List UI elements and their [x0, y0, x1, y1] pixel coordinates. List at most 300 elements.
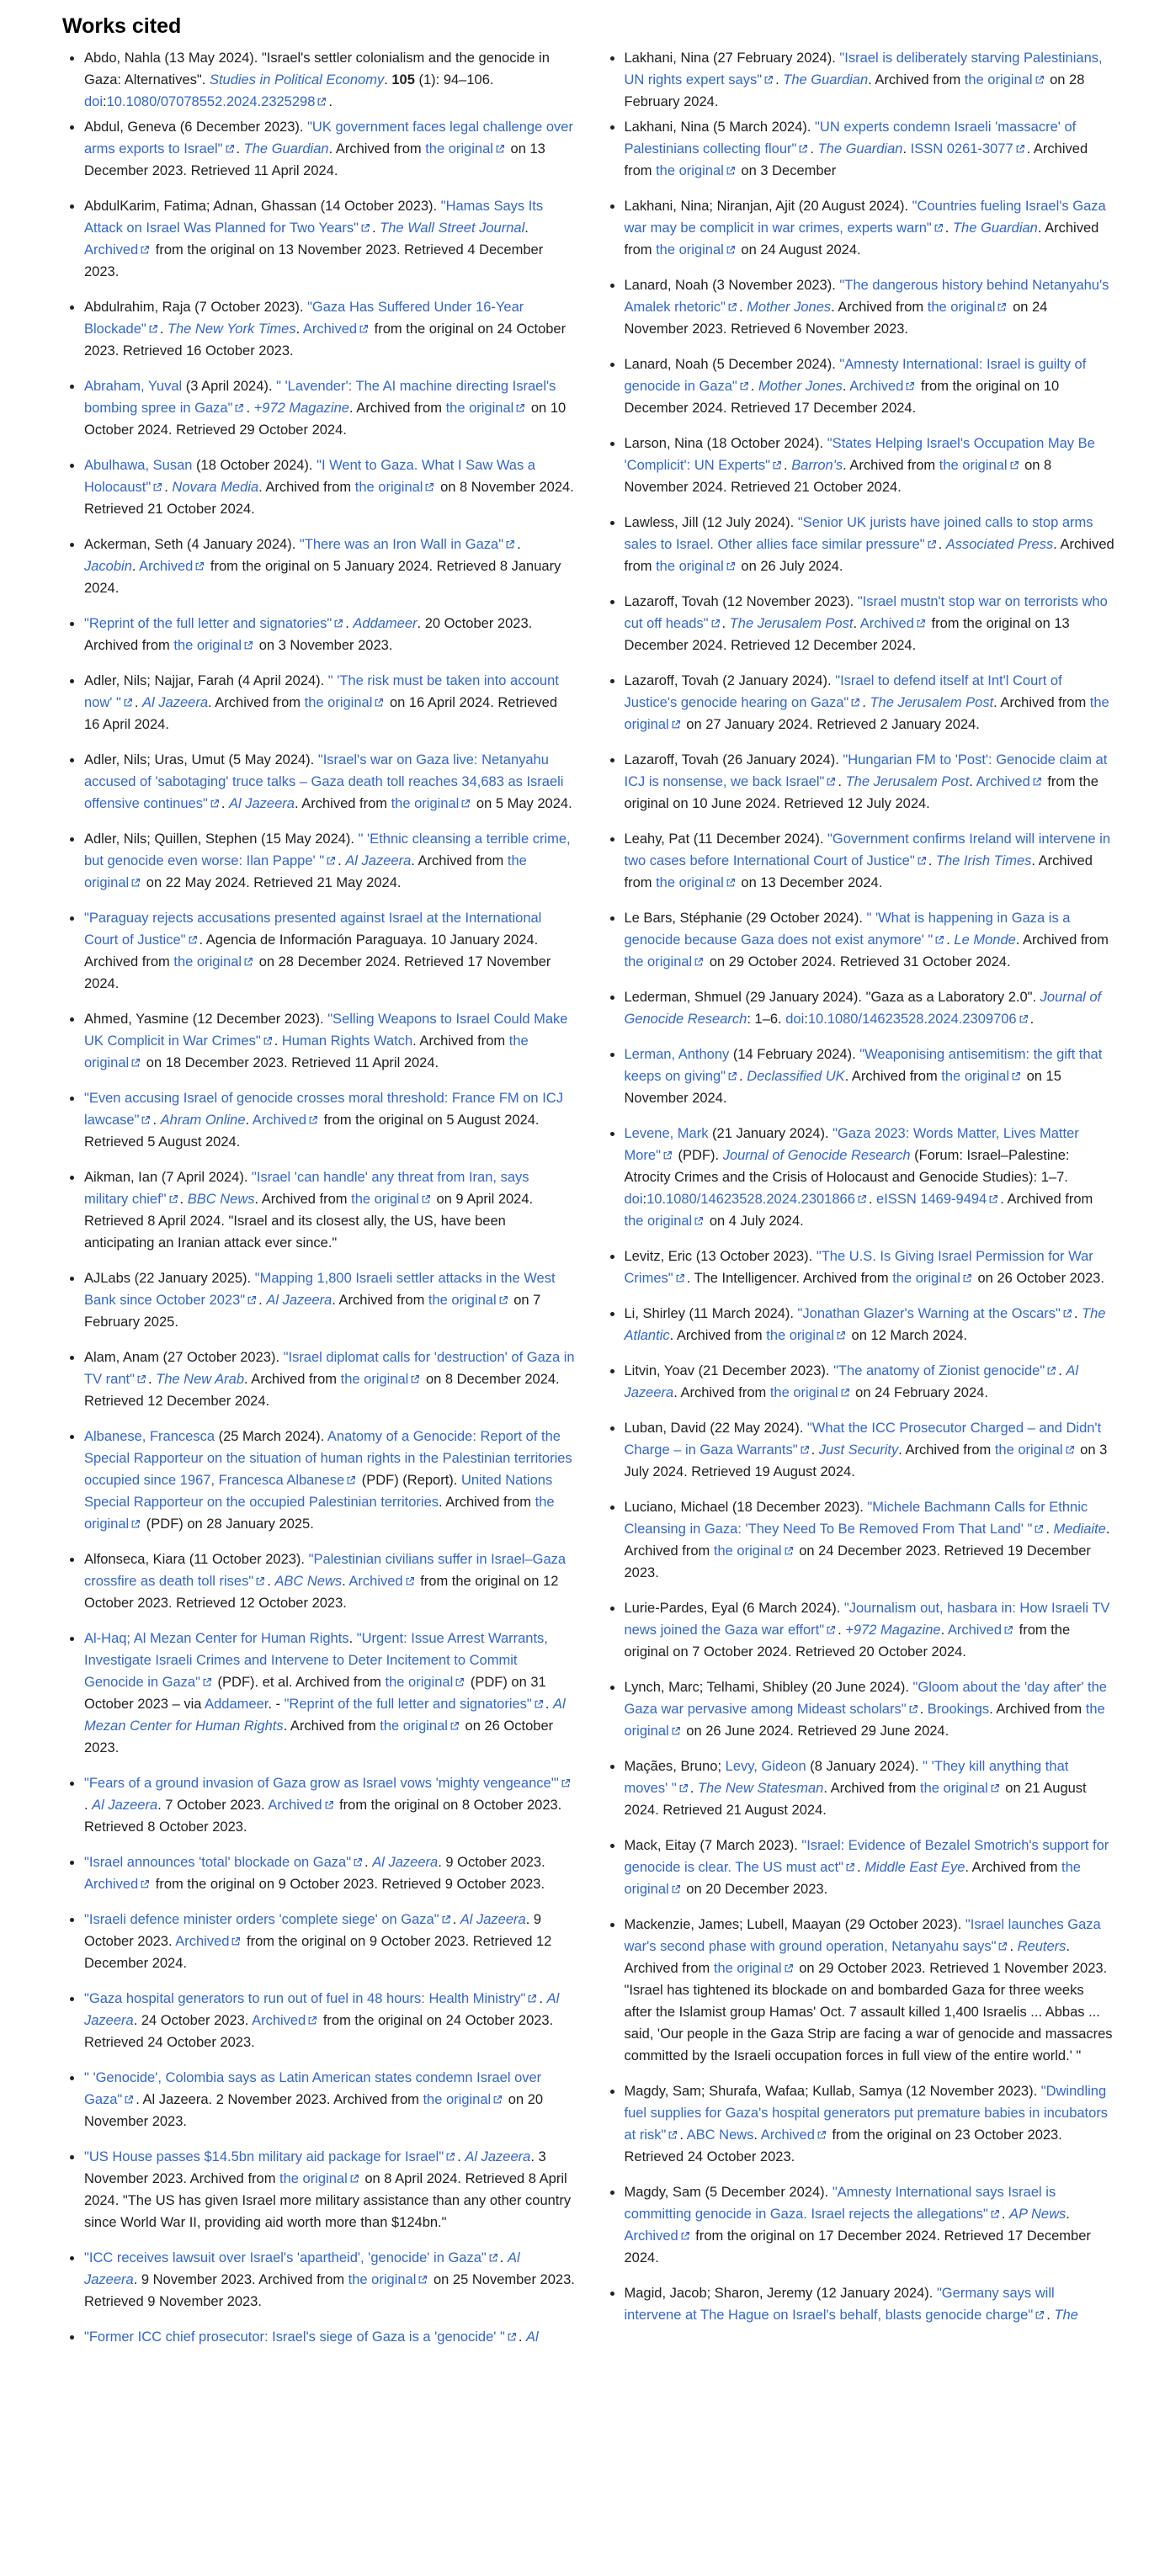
publication-name[interactable]: Journal of Genocide Research — [624, 990, 1102, 1027]
reference-item — [84, 1628, 576, 1759]
wiki-link[interactable] — [953, 220, 1038, 236]
publication-name[interactable]: The Guardian — [783, 72, 869, 88]
external-link-icon — [140, 245, 150, 255]
publication-name[interactable]: Al Mezan Center for Human Rights — [84, 1697, 566, 1734]
publication-name[interactable]: The — [1054, 2308, 1078, 2323]
citation-text: . Archived from — [831, 300, 928, 315]
citation-text: on 26 October 2023. — [84, 1718, 554, 1755]
citation-text: . 20 October 2023. Archived from — [84, 616, 533, 653]
publication-name[interactable]: Al Jazeera — [229, 796, 295, 811]
wiki-link[interactable]: Levene, Mark — [624, 1126, 709, 1141]
citation-link[interactable]: the original — [656, 163, 737, 178]
wiki-link[interactable] — [758, 379, 843, 394]
citation-text: . Archived from — [624, 537, 1114, 574]
publication-name[interactable]: The Wall Street Journal — [380, 220, 525, 236]
citation-text: . Archived from — [258, 480, 355, 495]
citation-link[interactable]: the original — [939, 458, 1021, 473]
citation-text: . 9 October 2023. — [438, 1855, 545, 1870]
citation-link[interactable]: "Even accusing Israel of genocide crosses moral threshold: France FM on ICJ lawcase" — [84, 1091, 563, 1128]
publication-name[interactable]: Novara Media — [172, 480, 259, 495]
citation-link[interactable]: Archived — [175, 1934, 242, 1949]
wiki-link[interactable]: doi — [785, 1012, 805, 1027]
publication-name[interactable]: Al Jazeera — [142, 695, 209, 710]
external-link-icon — [990, 1783, 1000, 1793]
publication-name[interactable]: Ahram Online — [160, 1113, 246, 1128]
citation-text: . — [539, 1991, 547, 2006]
citation-link[interactable]: the original — [84, 1033, 529, 1070]
publication-name[interactable]: Al Jazeera — [266, 1293, 332, 1308]
citation-text: . Archived from — [843, 458, 939, 473]
publication-name[interactable]: Al Jazeera — [460, 1912, 526, 1927]
wiki-link[interactable] — [168, 321, 296, 337]
citation-link[interactable]: the original — [624, 1860, 1081, 1897]
wiki-link[interactable] — [244, 141, 329, 157]
citation-link[interactable]: "Countries fueling Israel's Gaza war may be complicit in war crimes, experts warn" — [624, 199, 1106, 236]
citation-link[interactable]: "Gaza 2023: Words Matter, Lives Matter More" — [624, 1126, 1079, 1163]
citation-link[interactable]: 10.1080/14623528.2024.2309706 — [808, 1012, 1030, 1027]
citation-link[interactable]: the original — [351, 1192, 433, 1207]
wiki-link[interactable] — [954, 932, 1015, 948]
citation-link[interactable]: "The anatomy of Zionist genocide" — [833, 1363, 1058, 1378]
citation-link[interactable]: the original — [656, 559, 737, 574]
citation-link[interactable]: "Israel announces 'total' blockade on Gaza" — [84, 1855, 364, 1870]
wiki-link[interactable]: Abulhawa, Susan — [84, 458, 193, 473]
citation-text: . — [944, 220, 953, 236]
citation-link[interactable]: Archived — [625, 2228, 692, 2244]
citation-link[interactable]: the original — [305, 695, 386, 710]
wiki-link[interactable] — [229, 796, 295, 811]
reference-item — [625, 1914, 1116, 2067]
citation-text: (Forum: Israel–Palestine: Atrocity Crimes and the Crisis of Holocaust and Genocide Studies): 1–7. — [624, 1148, 1070, 1185]
citation-link[interactable]: Archived — [849, 379, 917, 394]
citation-link[interactable]: "Germany says will intervene at The Hague on Israel's behalf, blasts genocide charge" — [624, 2286, 1055, 2323]
citation-link[interactable]: the original — [714, 1961, 795, 1976]
wiki-link[interactable] — [172, 480, 258, 495]
citation-text: Lanard, Noah (3 November 2023). — [624, 278, 840, 293]
publication-name[interactable]: +972 Magazine — [845, 1623, 941, 1638]
citation-link[interactable]: the original — [928, 300, 1009, 315]
citation-text: from the original on 24 October 2023. Retrieved 16 October 2023. — [84, 321, 567, 359]
wiki-link[interactable] — [1009, 2207, 1066, 2222]
wiki-link[interactable]: Al-Haq; Al Mezan Center for Human Rights — [84, 1631, 349, 1646]
citation-text: from the original on 7 October 2024. Retrieved 20 October 2024. — [624, 1623, 1071, 1660]
publication-name[interactable]: Al Jazeera — [465, 2149, 531, 2164]
citation-link[interactable]: the original — [920, 1781, 1002, 1796]
citation-text: . — [853, 616, 860, 631]
citation-link[interactable]: "I Went to Gaza. What I Saw Was a Holocaust" — [84, 458, 535, 495]
citation-link[interactable]: the original — [425, 141, 507, 157]
publication-name[interactable]: The Jerusalem Post — [845, 774, 970, 789]
external-link-icon — [671, 1726, 681, 1736]
citation-link[interactable]: "Israel is deliberately starving Palestinians, UN rights expert says" — [624, 50, 1103, 88]
citation-text: . Archived from — [673, 1385, 770, 1400]
citation-text: Maçães, Bruno; — [624, 1759, 726, 1774]
citation-link[interactable]: Archived — [348, 1574, 416, 1589]
citation-link[interactable]: the original — [656, 875, 737, 890]
citation-link[interactable]: the original — [965, 72, 1046, 88]
wiki-link[interactable] — [156, 1372, 244, 1387]
citation-link[interactable]: "Israel 'can handle' any threat from Iran, says military chief" — [84, 1170, 529, 1207]
wiki-link[interactable] — [723, 1148, 911, 1163]
wiki-link[interactable] — [84, 559, 132, 574]
wiki-link[interactable] — [864, 1860, 965, 1875]
citation-text: Adler, Nils; Quillen, Stephen (15 May 2024). — [84, 831, 359, 847]
reference-item — [84, 2067, 576, 2133]
citation-text: . — [1073, 1306, 1083, 1321]
wiki-link[interactable] — [845, 1623, 940, 1638]
publication-name[interactable]: Mother Jones — [758, 379, 843, 394]
external-link-icon — [326, 856, 336, 866]
citation-link[interactable]: 10.1080/07078552.2024.2325298 — [107, 94, 329, 109]
wiki-link[interactable] — [188, 1192, 255, 1207]
publication-name[interactable]: Studies in Political Economy — [209, 72, 385, 88]
citation-link[interactable]: the original — [624, 1702, 1105, 1739]
citation-text: . — [274, 1033, 282, 1049]
wiki-link[interactable] — [465, 2149, 530, 2164]
citation-text: . — [545, 1697, 553, 1712]
citation-text: Luban, David (22 May 2024). — [624, 1421, 807, 1436]
citation-link[interactable]: "Israel mustn't stop war on terrorists who cut off heads" — [624, 594, 1108, 631]
wiki-link[interactable] — [526, 2329, 539, 2345]
publication-name[interactable]: The Jerusalem Post — [729, 616, 854, 631]
publication-name[interactable]: Al Jazeera — [624, 1363, 1079, 1400]
external-link-icon — [498, 1295, 508, 1305]
citation-link[interactable]: "Michele Bachmann Calls for Ethnic Cleansing in Gaza: 'They Need To Be Removed From That Land' " — [624, 1500, 1088, 1537]
citation-link[interactable]: "Government confirms Ireland will intervene in two cases before International Court of Justice" — [624, 831, 1111, 868]
citation-link[interactable]: "The dangerous history behind Netanyahu's Amalek rhetoric" — [624, 278, 1109, 315]
reference-item — [625, 2282, 1116, 2326]
citation-link[interactable]: the original — [625, 954, 706, 969]
citation-link[interactable]: "Reprint of the full letter and signatories" — [285, 1697, 545, 1712]
wiki-link[interactable] — [92, 1798, 157, 1813]
publication-name[interactable]: The Irish Times — [935, 853, 1032, 868]
citation-link[interactable]: "Hamas Says Its Attack on Israel Was Planned for Two Years" — [84, 199, 544, 236]
citation-link[interactable]: the original — [341, 1372, 423, 1387]
citation-link[interactable]: the original — [428, 1293, 510, 1308]
citation-link[interactable]: "Gaza Has Suffered Under 16-Year Blockade" — [84, 300, 524, 337]
citation-text: Li, Shirley (11 March 2024). — [624, 1306, 798, 1321]
citation-link[interactable]: the original — [941, 1069, 1023, 1084]
citation-link[interactable]: the original — [279, 2171, 361, 2186]
citation-link[interactable]: " 'Lavender': The AI machine directing Israel's bombing spree in Gaza" — [84, 379, 556, 416]
citation-link[interactable]: 0261-3077 — [947, 141, 1027, 157]
citation-link[interactable]: "Amnesty International: Israel is guilty of genocide in Gaza" — [624, 357, 1087, 394]
citation-link[interactable]: "States Helping Israel's Occupation May Be 'Complicit': UN Experts" — [624, 436, 1095, 473]
publication-name[interactable]: The Guardian — [952, 220, 1038, 236]
external-link-icon — [359, 324, 369, 334]
citation-link[interactable]: "Urgent: Issue Arrest Warrants, Investigate Israeli Crimes and Intervene to Deter Incitement to Commit Genocide in Gaza" — [84, 1631, 548, 1690]
citation-text: on 24 December 2023. Retrieved 19 December 2023. — [624, 1543, 1091, 1580]
citation-link[interactable]: "ICC receives lawsuit over Israel's 'apartheid', 'genocide' in Gaza" — [84, 2250, 500, 2265]
citation-link[interactable]: the original — [423, 2092, 504, 2107]
publication-name[interactable]: Barron's — [791, 458, 843, 473]
citation-link[interactable]: Archived — [948, 1623, 1015, 1638]
wiki-link[interactable] — [353, 616, 417, 631]
citation-link[interactable]: "UN experts condemn Israeli 'massacre' of Palestinians collecting flour" — [624, 120, 1077, 157]
reference-item — [84, 1008, 576, 1074]
wiki-link[interactable]: United Nations Special Rapporteur on the occupied Palestinian territories — [84, 1473, 553, 1510]
publication-name[interactable]: Associated Press — [945, 537, 1054, 552]
wiki-link[interactable]: Abraham, Yuval — [84, 379, 183, 394]
citation-link[interactable]: Archived — [253, 1113, 320, 1128]
citation-link[interactable]: "Israel's war on Gaza live: Netanyahu accused of 'sabotaging' truce talks – Gaza death toll reaches 34,683 as Israeli offensive continues" — [84, 752, 564, 811]
citation-link[interactable]: the original — [446, 401, 528, 416]
wiki-link[interactable] — [161, 1113, 246, 1128]
citation-link[interactable]: the original — [995, 1442, 1077, 1458]
citation-link[interactable]: the original — [386, 1675, 467, 1690]
external-link-icon — [460, 799, 471, 809]
citation-link[interactable]: Archived — [860, 616, 928, 631]
wiki-link[interactable]: Addameer — [205, 1697, 269, 1712]
citation-link[interactable]: the original — [766, 1328, 848, 1343]
citation-link[interactable]: the original — [391, 796, 473, 811]
publication-name[interactable]: Declassified UK — [747, 1069, 845, 1084]
external-link-icon — [927, 539, 937, 550]
citation-link[interactable]: "Journalism out, hasbara in: How Israeli TV news joined the Gaza war effort" — [624, 1601, 1110, 1638]
publication-name[interactable]: Al Jazeera — [84, 1991, 560, 2028]
citation-text: on 8 April 2024. Retrieved 8 April 2024. "The US has given Israel more military assistance than any other country since World War II, providing aid worth more than $124bn." — [84, 2171, 572, 2230]
citation-link[interactable]: the original — [348, 2272, 430, 2287]
wiki-link[interactable] — [460, 1912, 526, 1927]
publication-name[interactable]: Jacobin — [84, 559, 132, 574]
citation-link[interactable]: the original — [173, 638, 255, 653]
external-link-icon — [534, 1699, 544, 1709]
publication-name[interactable]: The Guardian — [817, 141, 903, 157]
wiki-link[interactable] — [936, 853, 1032, 868]
wiki-link[interactable] — [1053, 1522, 1105, 1537]
citation-link[interactable]: "Jonathan Glazer's Warning at the Oscars" — [798, 1306, 1074, 1321]
citation-link[interactable]: the original — [84, 1495, 555, 1532]
citation-link[interactable]: Archived — [268, 1798, 335, 1813]
publication-name[interactable]: Journal of Genocide Research — [722, 1148, 911, 1163]
external-link-icon — [488, 2253, 498, 2263]
external-link-icon — [1032, 777, 1042, 787]
citation-text: on 5 May 2024. — [472, 796, 572, 811]
citation-link[interactable]: "Gloom about the 'day after' the Gaza war pervasive among Mideast scholars" — [624, 1680, 1107, 1717]
publication-name[interactable]: Al Jazeera — [372, 1855, 439, 1870]
citation-link[interactable]: "Selling Weapons to Israel Could Make UK Complicit in War Crimes" — [84, 1012, 568, 1049]
wiki-link[interactable] — [747, 1069, 844, 1084]
publication-name[interactable]: The New Statesman — [697, 1781, 824, 1796]
citation-link[interactable]: the original — [770, 1385, 852, 1400]
citation-link[interactable]: "There was an Iron Wall in Gaza" — [300, 537, 517, 552]
publication-name[interactable]: The Atlantic — [624, 1306, 1106, 1343]
citation-link[interactable]: "Weaponising antisemitism: the gift that keeps on giving" — [624, 1047, 1103, 1084]
external-link-icon — [694, 957, 704, 967]
citation-link[interactable]: the original — [380, 1718, 461, 1734]
citation-link[interactable]: the original — [714, 1543, 795, 1559]
citation-link[interactable]: Archived — [84, 242, 152, 258]
publication-name[interactable]: Al Jazeera — [84, 2250, 520, 2287]
wiki-link[interactable] — [870, 695, 993, 710]
citation-link[interactable]: Anatomy of a Genocide: Report of the Special Rapporteur on the situation of human rights in the Palestinian territories occupied since 1967, Francesca Albanese — [84, 1429, 572, 1488]
wiki-link[interactable]: Brookings — [927, 1702, 990, 1717]
citation-link[interactable]: "Israel: Evidence of Bezalel Smotrich's support for genocide is clear. The US must act" — [624, 1838, 1109, 1875]
citation-text: on 13 December 2023. Retrieved 11 April 2024. — [84, 141, 545, 178]
wiki-link[interactable]: Levy, Gideon — [725, 1759, 806, 1774]
wiki-link[interactable] — [698, 1781, 823, 1796]
wiki-link[interactable] — [345, 853, 411, 868]
wiki-link[interactable] — [818, 141, 903, 157]
publication-name[interactable]: Just Security — [818, 1442, 899, 1458]
publication-name[interactable]: The Guardian — [243, 141, 329, 157]
publication-name[interactable]: The Jerusalem Post — [870, 695, 994, 710]
citation-link[interactable]: "Mapping 1,800 Israeli settler attacks in the West Bank since October 2023" — [84, 1271, 556, 1308]
external-link-icon — [726, 245, 736, 255]
citation-text: . 24 October 2023. — [133, 2013, 253, 2028]
citation-link[interactable]: " 'Genocide', Colombia says as Latin American states condemn Israel over Gaza" — [84, 2070, 542, 2107]
wiki-link[interactable] — [846, 774, 970, 789]
wiki-link[interactable] — [210, 72, 384, 88]
publication-name[interactable]: Al — [526, 2329, 539, 2345]
citation-link[interactable]: the original — [355, 480, 437, 495]
citation-text: from the original on 13 December 2024. Retrieved 12 December 2024. — [624, 616, 1070, 653]
wiki-link[interactable] — [730, 616, 854, 631]
citation-link[interactable]: "Israel launches Gaza war's second phase with ground operation, Netanyahu says" — [624, 1917, 1101, 1954]
citation-link[interactable]: " 'What is happening in Gaza is a genocide because Gaza does not exist anymore' " — [624, 911, 1071, 948]
publication-name[interactable]: BBC News — [187, 1192, 255, 1207]
citation-text: Lynch, Marc; Telhami, Shibley (20 June 2024). — [624, 1680, 913, 1695]
publication-name[interactable]: Al Jazeera — [92, 1798, 158, 1813]
wiki-link[interactable] — [1018, 1939, 1067, 1954]
citation-link[interactable]: "UK government faces legal challenge over arms exports to Israel" — [84, 120, 573, 157]
publication-name[interactable]: Mother Jones — [747, 300, 832, 315]
citation-link[interactable]: "US House passes $14.5bn military aid package for Israel" — [84, 2149, 457, 2164]
external-link-icon — [210, 799, 220, 809]
citation-link[interactable]: " 'The risk must be taken into account now' " — [84, 673, 559, 710]
citation-link[interactable]: Archived — [303, 321, 370, 337]
citation-text: Lazaroff, Tovah (12 November 2023). — [624, 594, 858, 609]
wiki-link[interactable] — [372, 1855, 438, 1870]
citation-text: . — [928, 853, 936, 868]
wiki-link[interactable]: eISSN — [876, 1192, 917, 1207]
external-link-icon — [333, 619, 343, 629]
citation-link[interactable]: "The U.S. Is Giving Israel Permission for War Crimes" — [624, 1249, 1093, 1286]
citation-link[interactable]: "Paraguay rejects accusations presented against Israel at the International Court of Justice" — [84, 911, 542, 948]
publication-name[interactable]: The New Arab — [156, 1372, 244, 1387]
citation-link[interactable]: "Gaza hospital generators to run out of fuel in 48 hours: Health Ministry" — [84, 1991, 539, 2006]
wiki-link[interactable] — [266, 1293, 332, 1308]
wiki-link[interactable] — [274, 1574, 342, 1589]
citation-link[interactable]: "Amnesty International says Israel is committing genocide in Gaza. Israel rejects the allegations" — [624, 2185, 1056, 2222]
citation-link[interactable]: 1469-9494 — [920, 1192, 1000, 1207]
publication-name[interactable]: ABC News — [274, 1574, 343, 1589]
external-link-icon — [917, 856, 927, 866]
wiki-link[interactable]: ABC News — [686, 2127, 754, 2143]
citation-text: . — [152, 1113, 161, 1128]
external-link-icon — [826, 1625, 836, 1635]
citation-link[interactable]: the original — [656, 242, 737, 258]
external-link-icon — [727, 1071, 737, 1081]
wiki-link[interactable] — [254, 401, 349, 416]
external-link-icon — [202, 1677, 212, 1687]
citation-link[interactable]: 10.1080/14623528.2024.2301866 — [646, 1192, 869, 1207]
citation-link[interactable]: the original — [173, 954, 255, 969]
external-link-icon — [263, 1036, 273, 1046]
publication-name[interactable]: AP News — [1009, 2207, 1067, 2222]
wiki-link[interactable]: Albanese, Francesca — [84, 1429, 215, 1444]
citation-link[interactable]: " 'They kill anything that moves' " — [624, 1759, 1069, 1796]
citation-text: . 3 November 2023. Archived from — [84, 2149, 546, 2186]
publication-name[interactable]: The New York Times — [167, 321, 296, 337]
wiki-link[interactable] — [1054, 2308, 1077, 2323]
citation-text: . Archived from — [823, 1781, 920, 1796]
wiki-link[interactable]: doi — [84, 94, 104, 109]
publication-name[interactable]: Al Jazeera — [345, 853, 412, 868]
citation-link[interactable]: "Senior UK jurists have joined calls to stop arms sales to Israel. Other allies face similar pressure" — [624, 515, 1093, 552]
citation-link[interactable]: "What the ICC Prosecutor Charged – and Didn't Charge – in Gaza Warrants" — [624, 1421, 1102, 1458]
citation-text: Lazaroff, Tovah (26 January 2024). — [624, 752, 843, 767]
wiki-link[interactable] — [819, 1442, 898, 1458]
citation-text: . — [750, 379, 758, 394]
citation-text: Lurie-Pardes, Eyal (6 March 2024). — [624, 1601, 844, 1616]
wiki-link[interactable]: ISSN — [910, 141, 944, 157]
citation-link[interactable]: "Fears of a ground invasion of Gaza grow as Israel vows 'mighty vengeance'" — [84, 1776, 572, 1791]
citation-text: . — [338, 853, 346, 868]
citation-link[interactable]: Archived — [761, 2127, 828, 2143]
external-link-icon — [905, 381, 915, 391]
reference-item — [84, 534, 576, 599]
citation-link[interactable]: the original — [625, 1214, 706, 1229]
citation-link[interactable]: Archived — [252, 2013, 319, 2028]
external-link-icon — [739, 381, 749, 391]
external-link-icon — [243, 640, 253, 651]
reference-item — [84, 2247, 576, 2313]
citation-link[interactable]: "Israeli defence minister orders 'complete siege' on Gaza" — [84, 1912, 453, 1927]
wiki-link[interactable] — [142, 695, 208, 710]
wiki-link[interactable]: Human Rights Watch — [281, 1033, 413, 1049]
publication-name[interactable]: Addameer — [353, 616, 418, 631]
external-link-icon — [225, 144, 235, 154]
citation-link[interactable]: "Palestinian civilians suffer in Israel–Gaza crossfire as death toll rises" — [84, 1552, 567, 1589]
wiki-link[interactable]: Lerman, Anthony — [624, 1047, 730, 1062]
citation-link[interactable]: Archived — [976, 774, 1044, 789]
external-link-icon — [255, 1576, 265, 1586]
citation-text: Magdy, Sam; Shurafa, Wafaa; Kullab, Samya (12 November 2023). — [624, 2084, 1041, 2099]
wiki-link[interactable] — [380, 220, 524, 236]
publication-name[interactable]: Middle East Eye — [864, 1860, 965, 1875]
external-link-icon — [826, 777, 836, 787]
publication-name[interactable]: +972 Magazine — [253, 401, 349, 416]
citation-link[interactable]: the original — [892, 1271, 974, 1286]
citation-link[interactable]: the original — [84, 853, 527, 890]
citation-link[interactable]: Archived — [84, 1877, 152, 1892]
publication-name[interactable]: Mediaite — [1053, 1522, 1106, 1537]
citation-text: Lederman, Shmuel (29 January 2024). "Gaza as a Laboratory 2.0". — [624, 990, 1040, 1005]
reference-item — [625, 670, 1116, 736]
citation-link[interactable]: the original — [624, 695, 1109, 732]
reference-item — [625, 195, 1116, 261]
wiki-link[interactable] — [946, 537, 1053, 552]
citation-link[interactable]: "Former ICC chief prosecutor: Israel's siege of Gaza is a 'genocide' " — [84, 2329, 519, 2345]
citation-link[interactable]: "Reprint of the full letter and signatories" — [84, 616, 345, 631]
publication-name[interactable]: Le Monde — [954, 932, 1016, 948]
citation-link[interactable]: "Hungarian FM to 'Post': Genocide claim at ICJ is nonsense, we back Israel" — [624, 752, 1108, 789]
citation-text: . — [364, 1855, 373, 1870]
citation-link[interactable]: "Israel to defend itself at Int'l Court of Justice's genocide hearing on Gaza" — [624, 673, 1062, 710]
wiki-link[interactable] — [791, 458, 843, 473]
publication-name[interactable]: Reuters — [1017, 1939, 1067, 1954]
wiki-link[interactable] — [747, 300, 831, 315]
citation-text: on 3 November 2023. — [255, 638, 393, 653]
citation-link[interactable]: " 'Ethnic cleansing a terrible crime, but genocide even worse: Ilan Pappe' " — [84, 831, 571, 868]
wiki-link[interactable] — [783, 72, 868, 88]
citation-link[interactable]: Archived — [139, 559, 206, 574]
reference-item — [84, 47, 576, 113]
wiki-link[interactable]: doi — [624, 1192, 643, 1207]
citation-link[interactable]: "Dwindling fuel supplies for Gaza's hospital generators put premature babies in incubators at risk" — [624, 2084, 1109, 2143]
citation-link[interactable]: "Israel diplomat calls for 'destruction' of Gaza in TV rant" — [84, 1350, 575, 1387]
